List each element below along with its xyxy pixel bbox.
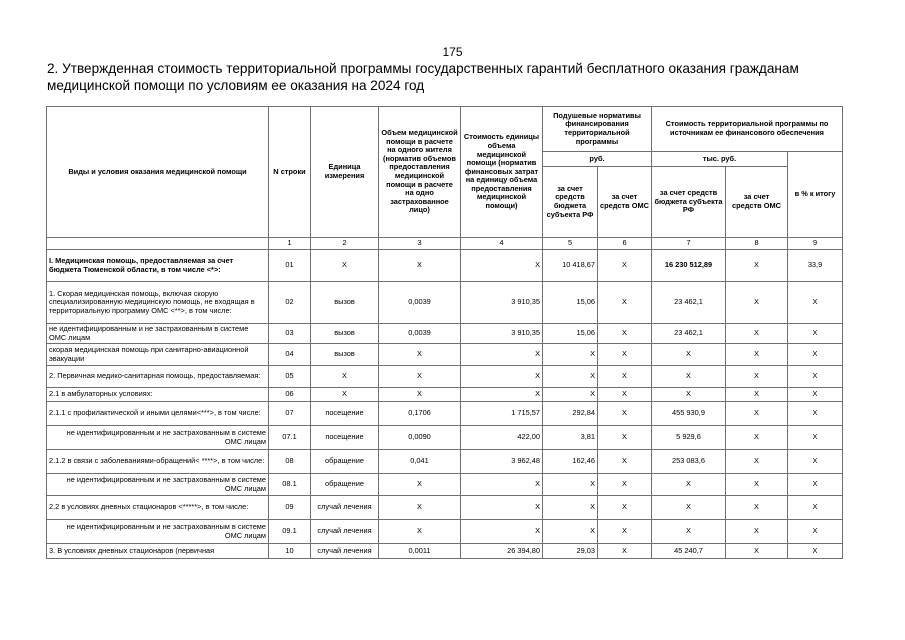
column-numbers-row xyxy=(47,238,843,250)
row-volume: 0,0011 xyxy=(379,544,461,559)
row-total-budget: 5 929,6 xyxy=(652,426,726,450)
row-total-oms: Х xyxy=(726,324,788,344)
row-percent: Х xyxy=(788,282,843,324)
row-total-budget: Х xyxy=(652,366,726,388)
row-total-oms: Х xyxy=(726,388,788,402)
header-line-no: N строки xyxy=(269,107,311,238)
row-per-capita-budget: Х xyxy=(543,496,598,520)
row-per-capita-budget: 15,06 xyxy=(543,282,598,324)
row-total-oms: Х xyxy=(726,366,788,388)
row-total-budget: Х xyxy=(652,496,726,520)
row-unit-cost: Х xyxy=(461,496,543,520)
header-thousand-rub: тыс. руб. xyxy=(652,152,788,167)
row-volume: 0,0039 xyxy=(379,282,461,324)
row-volume: Х xyxy=(379,496,461,520)
row-unit-cost: 422,00 xyxy=(461,426,543,450)
row-unit: случай лечения xyxy=(311,544,379,559)
table-row xyxy=(47,324,843,344)
row-unit: Х xyxy=(311,366,379,388)
row-percent: Х xyxy=(788,324,843,344)
row-number: 10 xyxy=(269,544,311,559)
table-row xyxy=(47,544,843,559)
row-total-budget: 16 230 512,89 xyxy=(652,250,726,282)
row-unit-cost: 3 910,35 xyxy=(461,324,543,344)
row-per-capita-budget: Х xyxy=(543,520,598,544)
table-row xyxy=(47,282,843,324)
row-volume: 0,1706 xyxy=(379,402,461,426)
column-number: 4 xyxy=(461,238,543,250)
row-volume: Х xyxy=(379,388,461,402)
row-unit-cost: Х xyxy=(461,474,543,496)
row-number: 01 xyxy=(269,250,311,282)
row-volume: Х xyxy=(379,520,461,544)
cost-table xyxy=(46,106,843,559)
header-unit: Единица измерения xyxy=(311,107,379,238)
row-total-budget: 23 462,1 xyxy=(652,324,726,344)
table-row xyxy=(47,450,843,474)
column-number-empty xyxy=(47,238,269,250)
row-unit: посещение xyxy=(311,402,379,426)
row-percent: Х xyxy=(788,344,843,366)
row-per-capita-oms: Х xyxy=(598,324,652,344)
row-unit: вызов xyxy=(311,324,379,344)
row-volume: Х xyxy=(379,366,461,388)
table-row xyxy=(47,402,843,426)
header-per-capita: Подушевые нормативы финансирования территориальной программы xyxy=(543,107,652,152)
row-volume: Х xyxy=(379,250,461,282)
row-per-capita-oms: Х xyxy=(598,402,652,426)
row-unit: Х xyxy=(311,250,379,282)
row-number: 02 xyxy=(269,282,311,324)
row-unit: Х xyxy=(311,388,379,402)
row-volume: Х xyxy=(379,344,461,366)
row-total-oms: Х xyxy=(726,544,788,559)
column-number: 8 xyxy=(726,238,788,250)
row-percent: Х xyxy=(788,402,843,426)
header-budget: за счет средств бюджета субъекта РФ xyxy=(543,167,598,238)
row-name: 2. Первичная медико-санитарная помощь, предоставляемая: xyxy=(47,366,269,388)
table-row xyxy=(47,426,843,450)
row-number: 08 xyxy=(269,450,311,474)
row-volume: 0,0039 xyxy=(379,324,461,344)
row-percent: Х xyxy=(788,520,843,544)
header-percent: в % к итогу xyxy=(788,152,843,238)
row-per-capita-oms: Х xyxy=(598,426,652,450)
row-unit-cost: 1 715,57 xyxy=(461,402,543,426)
column-number: 5 xyxy=(543,238,598,250)
column-number: 3 xyxy=(379,238,461,250)
row-unit: посещение xyxy=(311,426,379,450)
column-number: 1 xyxy=(269,238,311,250)
column-number: 2 xyxy=(311,238,379,250)
row-per-capita-budget: Х xyxy=(543,344,598,366)
row-name: I. Медицинская помощь, предоставляемая за счет бюджета Тюменской области, в том числе <*>: xyxy=(47,250,269,282)
table-row xyxy=(47,496,843,520)
page-number: 175 xyxy=(442,45,463,59)
row-total-budget: Х xyxy=(652,344,726,366)
row-number: 07.1 xyxy=(269,426,311,450)
row-per-capita-oms: Х xyxy=(598,450,652,474)
column-number: 7 xyxy=(652,238,726,250)
header-unit-cost: Стоимость единицы объема медицинской помощи (норматив финансовых затрат на единицу объема предоставления медицинской помощи) xyxy=(461,107,543,238)
row-per-capita-oms: Х xyxy=(598,250,652,282)
column-number: 9 xyxy=(788,238,843,250)
row-name: не идентифицированным и не застрахованным в системе ОМС лицам xyxy=(47,520,269,544)
row-total-oms: Х xyxy=(726,344,788,366)
row-percent: Х xyxy=(788,426,843,450)
row-unit: случай лечения xyxy=(311,496,379,520)
row-name: 2.2 в условиях дневных стационаров <*****>, в том числе: xyxy=(47,496,269,520)
row-total-oms: Х xyxy=(726,450,788,474)
row-number: 07 xyxy=(269,402,311,426)
table-body xyxy=(47,250,843,559)
row-percent: 33,9 xyxy=(788,250,843,282)
row-per-capita-oms: Х xyxy=(598,388,652,402)
row-per-capita-budget: 10 418,67 xyxy=(543,250,598,282)
row-per-capita-budget: 3,81 xyxy=(543,426,598,450)
row-per-capita-budget: Х xyxy=(543,388,598,402)
row-number: 09 xyxy=(269,496,311,520)
table-row xyxy=(47,250,843,282)
header-budget-2: за счет средств бюджета субъекта РФ xyxy=(652,167,726,238)
row-percent: Х xyxy=(788,474,843,496)
table-row xyxy=(47,520,843,544)
row-per-capita-budget: 292,84 xyxy=(543,402,598,426)
row-total-budget: 23 462,1 xyxy=(652,282,726,324)
row-total-budget: Х xyxy=(652,474,726,496)
row-number: 08.1 xyxy=(269,474,311,496)
row-volume: 0,0090 xyxy=(379,426,461,450)
row-total-budget: Х xyxy=(652,520,726,544)
row-per-capita-budget: Х xyxy=(543,366,598,388)
row-total-budget: Х xyxy=(652,388,726,402)
row-per-capita-budget: 29,03 xyxy=(543,544,598,559)
row-number: 05 xyxy=(269,366,311,388)
row-total-budget: 455 930,9 xyxy=(652,402,726,426)
row-percent: Х xyxy=(788,450,843,474)
row-unit: вызов xyxy=(311,282,379,324)
header-oms: за счет средств ОМС xyxy=(598,167,652,238)
row-number: 09.1 xyxy=(269,520,311,544)
table-row xyxy=(47,344,843,366)
row-per-capita-budget: Х xyxy=(543,474,598,496)
row-total-oms: Х xyxy=(726,474,788,496)
header-rub: руб. xyxy=(543,152,652,167)
row-per-capita-oms: Х xyxy=(598,496,652,520)
row-percent: Х xyxy=(788,388,843,402)
table-row xyxy=(47,474,843,496)
row-total-oms: Х xyxy=(726,496,788,520)
row-unit-cost: Х xyxy=(461,520,543,544)
header-cost-total: Стоимость территориальной программы по источникам ее финансового обеспечения xyxy=(652,107,843,152)
row-total-budget: 45 240,7 xyxy=(652,544,726,559)
row-volume: 0,041 xyxy=(379,450,461,474)
header-types: Виды и условия оказания медицинской помощи xyxy=(47,107,269,238)
row-name: 3. В условиях дневных стационаров (первичная xyxy=(47,544,269,559)
row-name: 2.1.2 в связи с заболеваниями-обращений< ****>, в том числе: xyxy=(47,450,269,474)
table-row xyxy=(47,388,843,402)
row-total-oms: Х xyxy=(726,426,788,450)
row-number: 04 xyxy=(269,344,311,366)
row-per-capita-oms: Х xyxy=(598,282,652,324)
row-per-capita-oms: Х xyxy=(598,366,652,388)
row-total-budget: 253 083,6 xyxy=(652,450,726,474)
row-unit: случай лечения xyxy=(311,520,379,544)
row-unit: обращение xyxy=(311,450,379,474)
row-volume: Х xyxy=(379,474,461,496)
row-name: 1. Скорая медицинская помощь, включая скорую специализированную медицинскую помощь, не входящая в территориальную программу ОМС <**>, в том числе: xyxy=(47,282,269,324)
document-title: 2. Утвержденная стоимость территориальной программы государственных гарантий бесплатного оказания гражданам медицинской помощи по условиям ее оказания на 2024 год xyxy=(47,61,799,93)
row-unit-cost: 26 394,80 xyxy=(461,544,543,559)
row-per-capita-oms: Х xyxy=(598,520,652,544)
row-number: 03 xyxy=(269,324,311,344)
header-volume: Объем медицинской помощи в расчете на одного жителя (норматив объемов предоставления медицинской помощи в расчете на одно застрахованное лицо) xyxy=(379,107,461,238)
column-number: 6 xyxy=(598,238,652,250)
row-per-capita-budget: 15,06 xyxy=(543,324,598,344)
row-unit-cost: Х xyxy=(461,344,543,366)
row-unit: вызов xyxy=(311,344,379,366)
row-total-oms: Х xyxy=(726,402,788,426)
row-name: скорая медицинская помощь при санитарно-авиационной эвакуации xyxy=(47,344,269,366)
row-unit-cost: Х xyxy=(461,388,543,402)
row-total-oms: Х xyxy=(726,282,788,324)
row-name: 2.1 в амбулаторных условиях: xyxy=(47,388,269,402)
row-unit-cost: Х xyxy=(461,366,543,388)
row-name: 2.1.1 с профилактической и иными целями<***>, в том числе: xyxy=(47,402,269,426)
row-percent: Х xyxy=(788,496,843,520)
row-percent: Х xyxy=(788,544,843,559)
row-number: 06 xyxy=(269,388,311,402)
row-name: не идентифицированным и не застрахованным в системе ОМС лицам xyxy=(47,474,269,496)
row-name: не идентифицированным и не застрахованным в системе ОМС лицам xyxy=(47,426,269,450)
row-total-oms: Х xyxy=(726,520,788,544)
row-unit-cost: Х xyxy=(461,250,543,282)
row-per-capita-oms: Х xyxy=(598,344,652,366)
row-per-capita-oms: Х xyxy=(598,474,652,496)
row-percent: Х xyxy=(788,366,843,388)
row-name: не идентифицированным и не застрахованным в системе ОМС лицам xyxy=(47,324,269,344)
row-unit: обращение xyxy=(311,474,379,496)
row-per-capita-oms: Х xyxy=(598,544,652,559)
header-oms-2: за счет средств ОМС xyxy=(726,167,788,238)
row-total-oms: Х xyxy=(726,250,788,282)
table-row xyxy=(47,366,843,388)
row-unit-cost: 3 910,35 xyxy=(461,282,543,324)
row-unit-cost: 3 962,48 xyxy=(461,450,543,474)
row-per-capita-budget: 162,46 xyxy=(543,450,598,474)
